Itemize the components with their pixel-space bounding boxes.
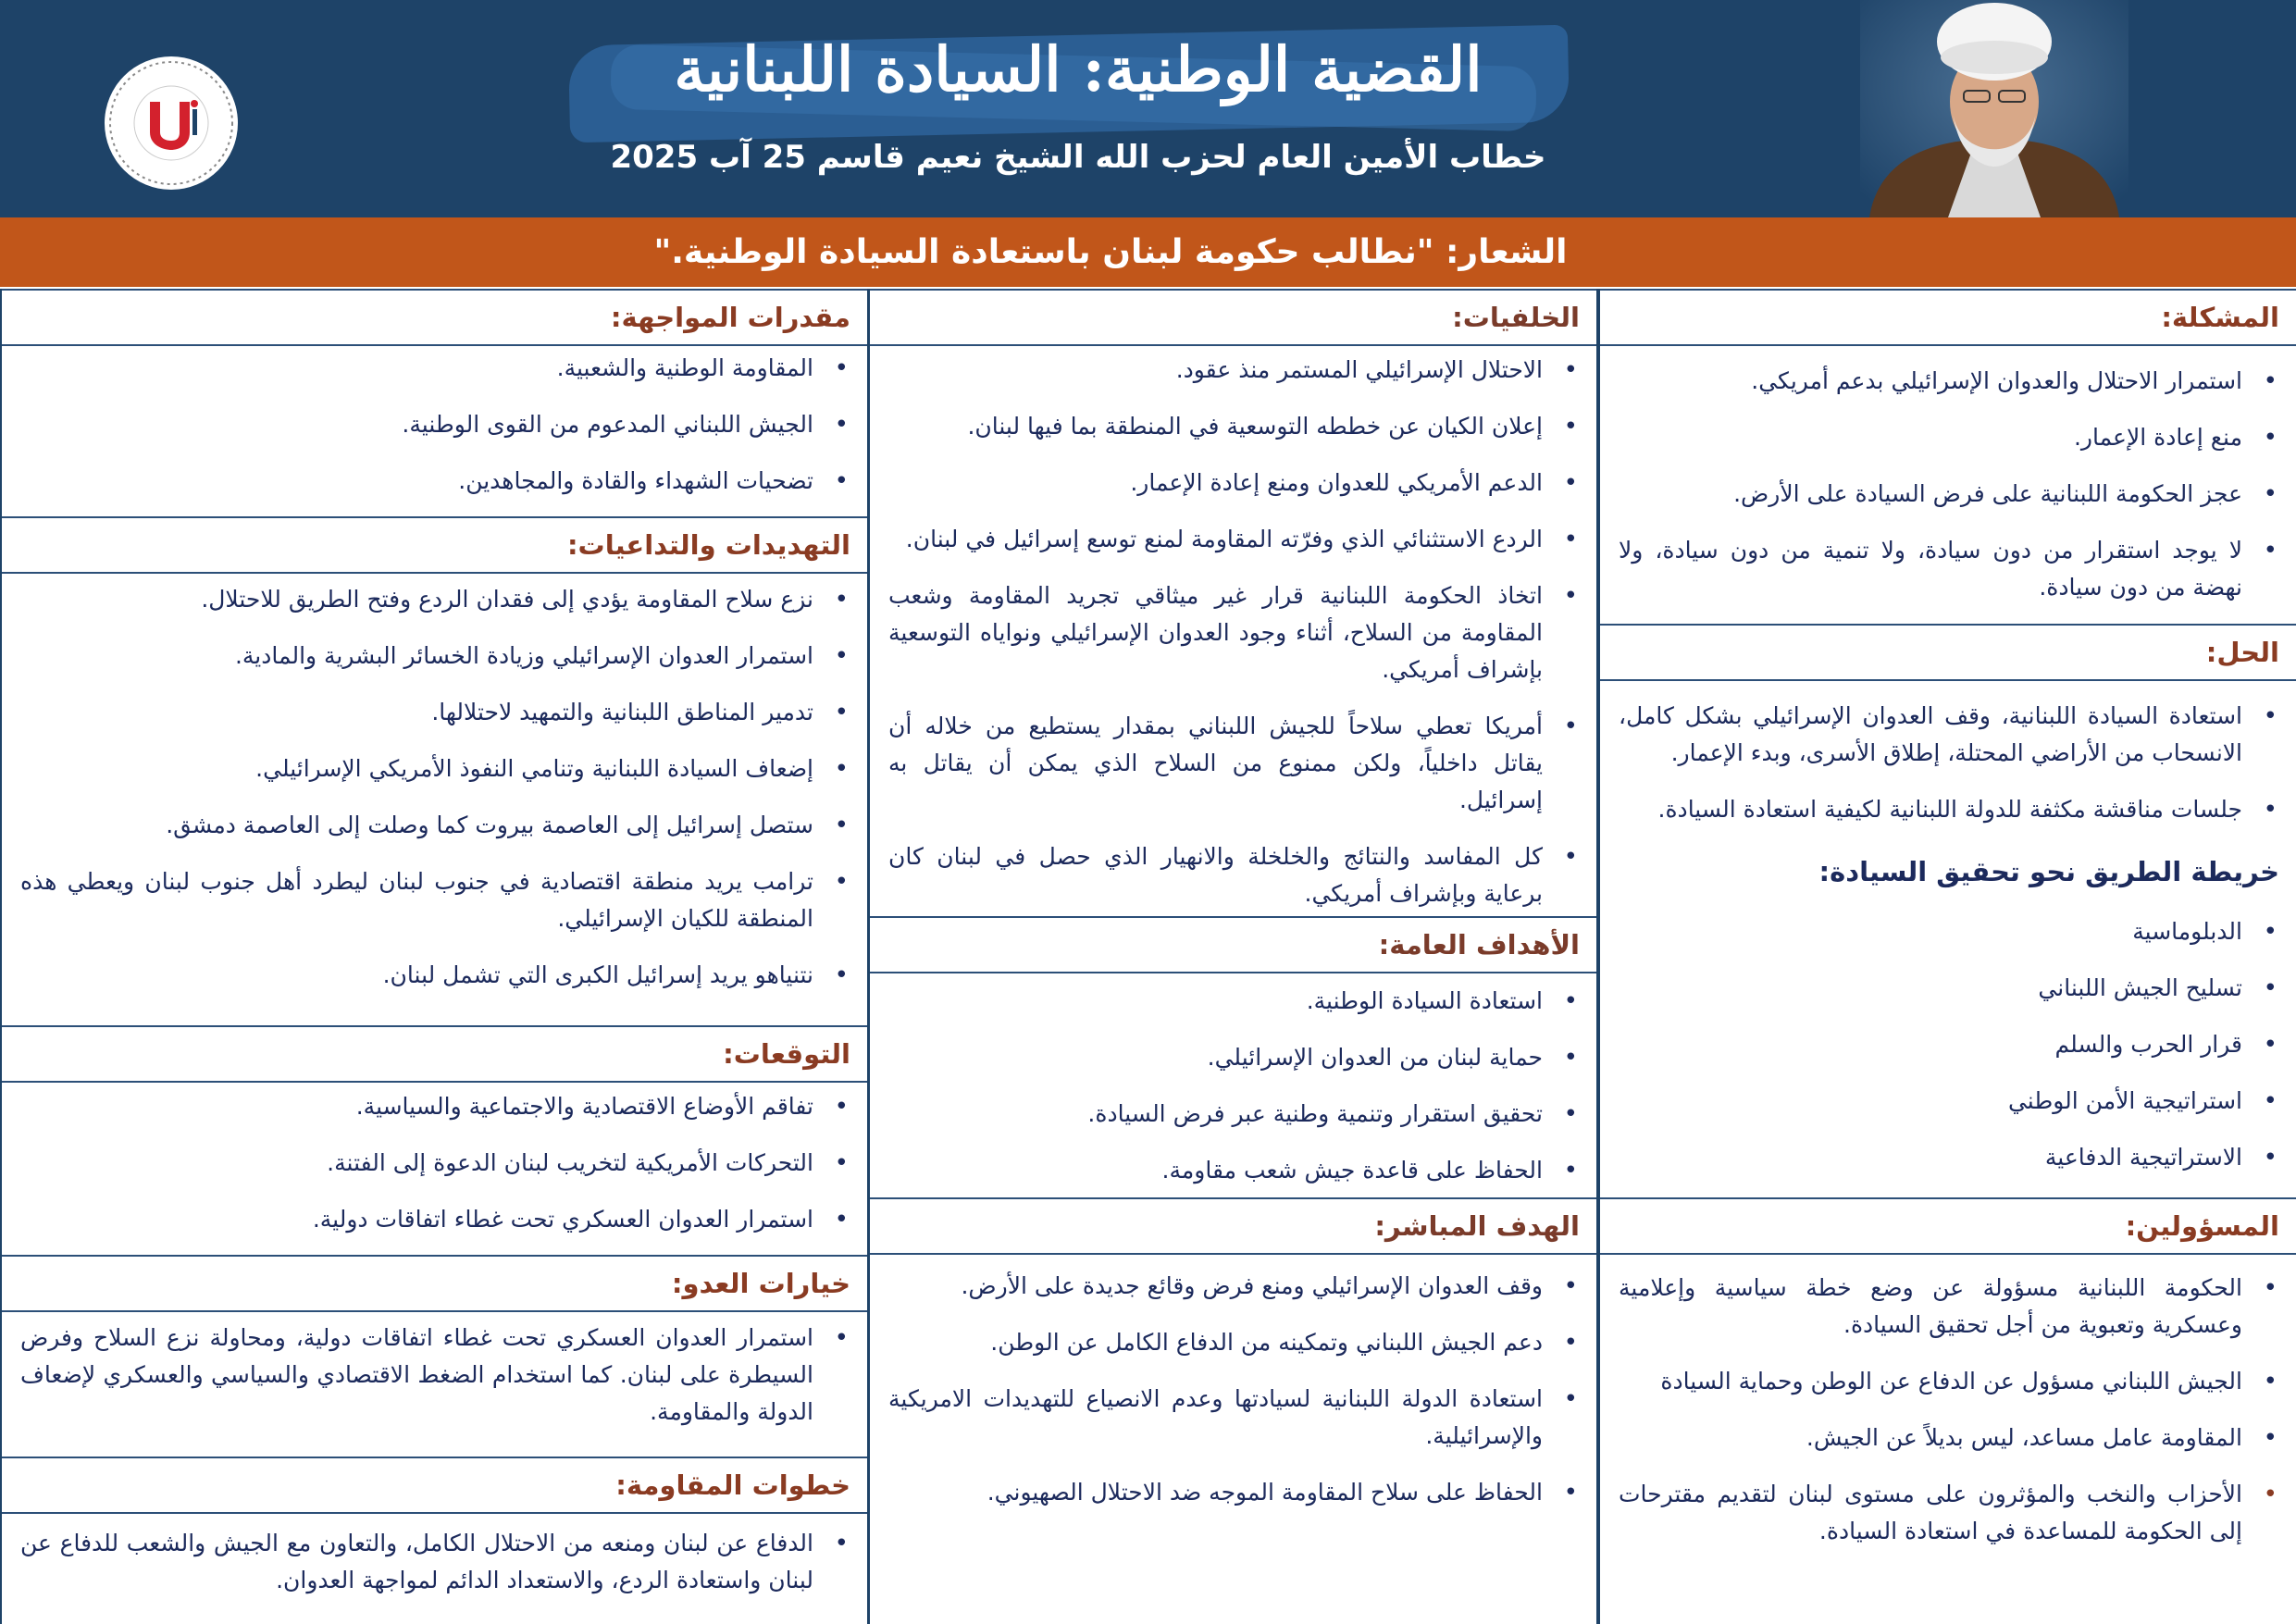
- responsible-list: [1600, 1270, 2296, 1569]
- list-item: • قرار الحرب والسلم: [1619, 1026, 2242, 1063]
- section-title-capabilities: مقدرات المواجهة:: [2, 289, 867, 346]
- list-item: • إعلان الكيان عن خططه التوسعية في المنطقة بما فيها لبنان.: [888, 408, 1543, 445]
- list-item: • الجيش اللبناني مسؤول عن الدفاع عن الوطن وحماية السيادة: [1619, 1363, 2242, 1400]
- list-item: • الجيش اللبناني المدعوم من القوى الوطنية.: [20, 406, 813, 443]
- roadmap-heading: خريطة الطريق نحو تحقيق السيادة:: [1818, 856, 2279, 887]
- list-item: • تفاقم الأوضاع الاقتصادية والاجتماعية والسياسية.: [20, 1088, 813, 1125]
- list-item: • ترامب يريد منطقة اقتصادية في جنوب لبنان ليطرد أهل جنوب لبنان ويعطي هذه المنطقة للكيان الإسرائيلي.: [20, 863, 813, 937]
- list-item: • التحركات الأمريكية لتخريب لبنان الدعوة إلى الفتنة.: [20, 1145, 813, 1182]
- general-goals-list: [870, 983, 1596, 1209]
- list-item: • المقاومة الوطنية والشعبية.: [20, 350, 813, 387]
- list-item: • استعادة الدولة اللبنانية لسيادتها وعدم الانصياع للتهديدات الامريكية والإسرائيلية.: [888, 1381, 1543, 1455]
- list-item: • نتنياهو يريد إسرائيل الكبرى التي تشمل لبنان.: [20, 957, 813, 994]
- header-banner: [0, 0, 2296, 217]
- section-title-resistance-steps: خطوات المقاومة:: [2, 1457, 867, 1514]
- section-title-expectations: التوقعات:: [2, 1025, 867, 1083]
- list-item: • نزع سلاح المقاومة يؤدي إلى فقدان الردع وفتح الطريق للاحتلال.: [20, 581, 813, 618]
- solution-list: [1600, 698, 2296, 848]
- left-column: [0, 289, 867, 1624]
- list-item: • الاستراتيجية الدفاعية: [1619, 1139, 2242, 1176]
- list-item: • كل المفاسد والنتائج والخلخلة والانهيار الذي حصل في لبنان كان برعاية وبإشراف أمريكي.: [888, 838, 1543, 912]
- list-item: • الأحزاب والنخب والمؤثرون على مستوى لبنان لتقديم مقترحات إلى الحكومة للمساعدة في استعادة السيادة.: [1619, 1476, 2242, 1550]
- list-item: • استراتيجية الأمن الوطني: [1619, 1083, 2242, 1120]
- list-item: • استعادة السيادة اللبنانية، وقف العدوان الإسرائيلي بشكل كامل، الانسحاب من الأراضي المحتلة، إطلاق الأسرى، وبدء الإعمار.: [1619, 698, 2242, 772]
- middle-column: [867, 289, 1597, 1624]
- list-item: • الردع الاستثنائي الذي وفرّته المقاومة لمنع توسع إسرائيل في لبنان.: [888, 521, 1543, 558]
- list-item: • الدبلوماسية: [1619, 913, 2242, 950]
- threats-list: [2, 581, 867, 1013]
- list-item: • جلسات مناقشة مكثفة للدولة اللبنانية لكيفية استعادة السيادة.: [1619, 791, 2242, 828]
- section-title-background: الخلفيات:: [870, 289, 1596, 346]
- list-item: • استمرار العدوان العسكري تحت غطاء اتفاقات دولية.: [20, 1201, 813, 1238]
- problem-list: [1600, 363, 2296, 626]
- list-item: • اتخاذ الحكومة اللبنانية قرار غير ميثاقي تجريد المقاومة وشعب المقاومة من السلاح، أثناء وجود العدوان الإسرائيلي ونواياه التوسعية بإشراف أمريكي.: [888, 577, 1543, 688]
- list-item: • دعم الجيش اللبناني وتمكينه من الدفاع الكامل عن الوطن.: [888, 1324, 1543, 1361]
- institute-logo: [102, 54, 241, 192]
- list-item: • الحفاظ على قاعدة جيش شعب مقاومة.: [888, 1152, 1543, 1189]
- list-item: • تضحيات الشهداء والقادة والمجاهدين.: [20, 463, 813, 500]
- list-item: • الدفاع عن لبنان ومنعه من الاحتلال الكامل، والتعاون مع الجيش والشعب للدفاع عن لبنان واستعادة الردع، والاستعداد الدائم لمواجهة العدوان.: [20, 1525, 813, 1599]
- list-item: • تسليح الجيش اللبناني: [1619, 970, 2242, 1007]
- list-item: • المقاومة عامل مساعد، ليس بديلاً عن الجيش.: [1619, 1419, 2242, 1457]
- list-item: • إضعاف السيادة اللبنانية وتنامي النفوذ الأمريكي الإسرائيلي.: [20, 750, 813, 787]
- list-item: • استمرار العدوان العسكري تحت غطاء اتفاقات دولية، ومحاولة نزع السلاح وفرض السيطرة على لبنان. كما استخدام الضغط الاقتصادي والسياسي والعسكري لإضعاف الدولة والمقاومة.: [20, 1320, 813, 1431]
- section-title-solution: الحل:: [1600, 624, 2296, 681]
- page-title: القضية الوطنية: السيادة اللبنانية: [674, 33, 1483, 105]
- list-item: • عجز الحكومة اللبنانية على فرض السيادة على الأرض.: [1619, 476, 2242, 513]
- background-list: [870, 352, 1596, 932]
- resistance-steps-list: [2, 1525, 867, 1618]
- enemy-options-list: [2, 1320, 867, 1450]
- section-title-enemy-options: خيارات العدو:: [2, 1255, 867, 1312]
- slogan-text: الشعار: "نطالب حكومة لبنان باستعادة السيادة الوطنية.": [653, 233, 1568, 271]
- capabilities-list: [2, 350, 867, 519]
- list-item: • الحفاظ على سلاح المقاومة الموجه ضد الاحتلال الصهيوني.: [888, 1474, 1543, 1511]
- list-item: • استمرار العدوان الإسرائيلي وزيادة الخسائر البشرية والمادية.: [20, 638, 813, 675]
- list-item: • وقف العدوان الإسرائيلي ومنع فرض وقائع جديدة على الأرض.: [888, 1268, 1543, 1305]
- roadmap-list: [1600, 913, 2296, 1196]
- list-item: • الدعم الأمريكي للعدوان ومنع إعادة الإعمار.: [888, 465, 1543, 502]
- section-title-problem: المشكلة:: [1600, 289, 2296, 346]
- list-item: • استمرار الاحتلال والعدوان الإسرائيلي بدعم أمريكي.: [1619, 363, 2242, 400]
- list-item: • ستصل إسرائيل إلى العاصمة بيروت كما وصلت إلى العاصمة دمشق.: [20, 807, 813, 844]
- section-title-responsible: المسؤولين:: [1600, 1197, 2296, 1255]
- list-item: • حماية لبنان من العدوان الإسرائيلي.: [888, 1039, 1543, 1076]
- section-title-direct-goal: الهدف المباشر:: [870, 1197, 1596, 1255]
- page-subtitle: خطاب الأمين العام لحزب الله الشيخ نعيم قاسم 25 آب 2025: [610, 139, 1546, 176]
- list-item: • استعادة السيادة الوطنية.: [888, 983, 1543, 1020]
- speaker-portrait: [1860, 0, 2128, 217]
- list-item: • تدمير المناطق اللبنانية والتمهيد لاحتلالها.: [20, 694, 813, 731]
- section-title-threats: التهديدات والتداعيات:: [2, 516, 867, 574]
- slogan-bar: [0, 217, 2296, 287]
- section-title-general-goals: الأهداف العامة:: [870, 916, 1596, 973]
- list-item: • منع إعادة الإعمار.: [1619, 419, 2242, 456]
- list-item: • لا يوجد استقرار من دون سيادة، ولا تنمية من دون سيادة، ولا نهضة من دون سيادة.: [1619, 532, 2242, 606]
- expectations-list: [2, 1088, 867, 1258]
- list-item: • تحقيق استقرار وتنمية وطنية عبر فرض السيادة.: [888, 1096, 1543, 1133]
- list-item: • أمريكا تعطي سلاحاً للجيش اللبناني بمقدار يستطيع من خلاله أن يقاتل داخلياً، ولكن ممنوع من السلاح الذي يمكن أن يقاتل به إسرائيل.: [888, 708, 1543, 819]
- list-item: • الاحتلال الإسرائيلي المستمر منذ عقود.: [888, 352, 1543, 389]
- right-column: [1597, 289, 2296, 1624]
- direct-goal-list: [870, 1268, 1596, 1531]
- list-item: • الحكومة اللبنانية مسؤولة عن وضع خطة سياسية وإعلامية وعسكرية وتعبوية من أجل تحقيق السيادة.: [1619, 1270, 2242, 1344]
